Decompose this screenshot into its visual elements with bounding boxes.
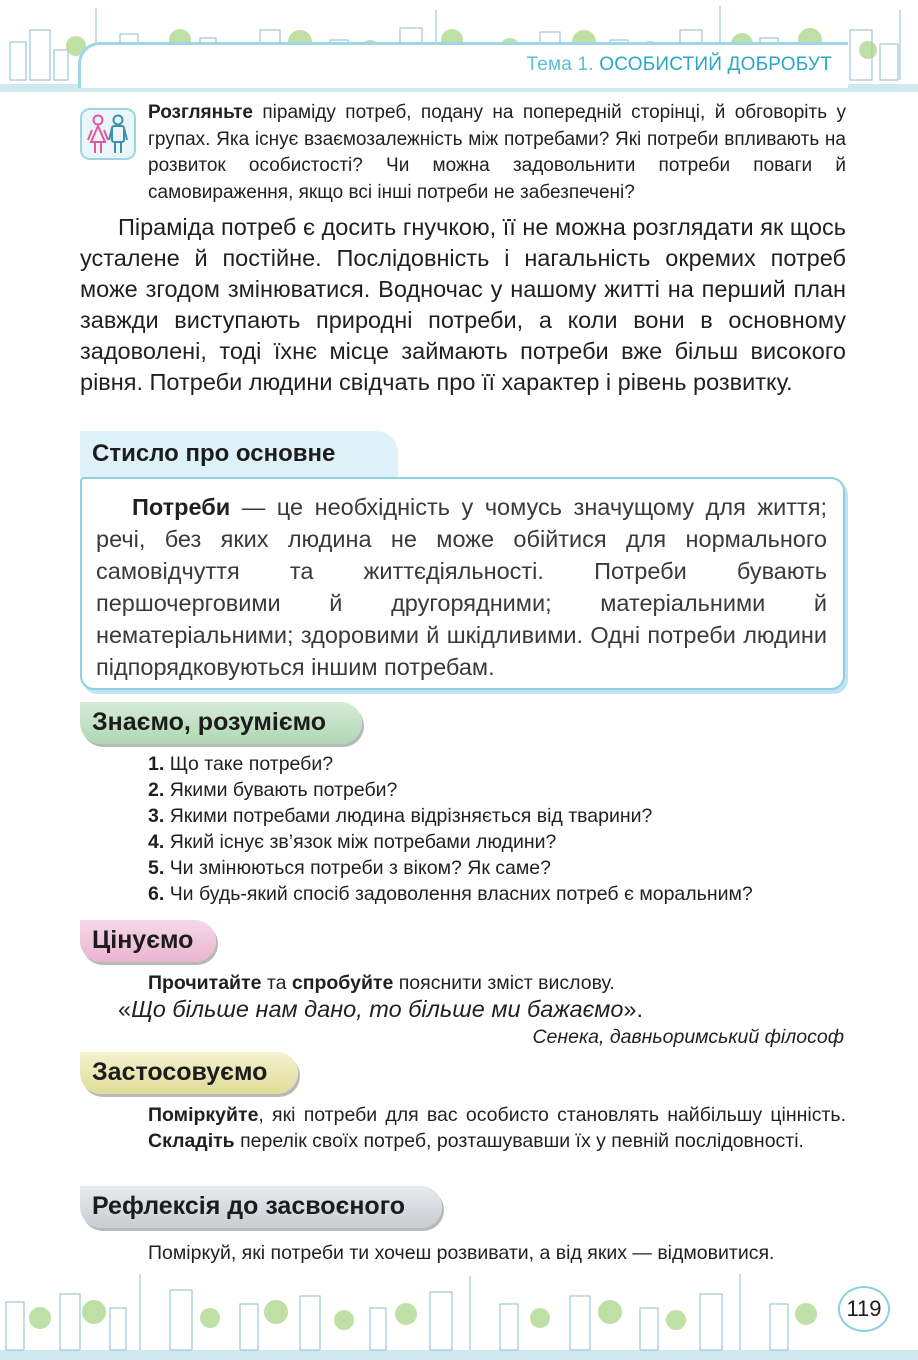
topic-title: ОСОБИСТИЙ ДОБРОБУТ [599,54,832,75]
question-number: 5. [148,857,165,879]
summary-tab: Стисло про основне [80,431,398,477]
quote-open: « [118,996,132,1022]
quote-author: Сенека, давньоримський філософ [532,1026,844,1048]
summary-box [80,477,845,690]
intro-bold-word: Розгляньте [148,102,253,123]
apply-text-2: перелік своїх потреб, розташувавши їх у певній послідовності. [234,1130,804,1152]
list-item [148,751,848,777]
list-item [148,803,848,829]
question-number: 4. [148,831,165,853]
list-item [148,881,848,907]
city-skyline-decoration-bottom [0,1268,918,1360]
question-number: 2. [148,779,165,801]
section-value-title: Цінуємо [80,920,216,962]
question-text: Який існує зв’язок між потребами людини? [169,831,557,853]
value-instruction [148,970,615,996]
main-paragraph: Піраміда потреб є досить гнучкою, її не можна розглядати як щось усталене й постійне. Послідовність і нагальність окремих потреб може згодом змінюватися. Водночас у нашому житті на перший план завжди виступають природні потреби, а коли вони в основному задоволені, тоді їхнє місце займають потреби вже більш високого рівня. Потреби людини свідчать про її характер і рівень розвитку. [80,214,846,395]
list-item [148,829,848,855]
value-mid: та [261,972,292,994]
quote [118,996,643,1023]
intro-body: піраміду потреб, подану на попередній сторінці, й обговоріть у групах. Яка існує взаємозалежність між потребами? Які потреби впливають на розвиток особистості? Чи можна задовольнити потреби поваги й самовираження, якщо всі інші потреби не забезпечені? [148,102,846,203]
question-number: 6. [148,883,165,905]
apply-bold-2: Складіть [148,1130,235,1152]
section-apply-title: Застосовуємо [80,1052,298,1094]
list-item [148,855,848,881]
question-text: Якими потребами людина відрізняється від тварини? [169,805,653,827]
value-bold-2: спробуйте [291,972,394,994]
question-text: Чи змінюються потреби з віком? Як саме? [169,857,551,879]
question-text: Чи будь-який спосіб задоволення власних потреб є моральним? [169,883,753,905]
quote-close: ». [623,996,644,1022]
apply-text-1: , які потреби для вас особисто становлять найбільшу цінність. [258,1104,846,1126]
page-header-title [527,54,832,76]
quote-text: Що більше нам дано, то більше ми бажаємо [131,996,624,1022]
list-item [148,777,848,803]
people-icon [80,108,136,160]
question-number: 3. [148,805,165,827]
section-know-title: Знаємо, розуміємо [80,702,362,744]
page-number: 119 [838,1286,890,1332]
section-reflection-title: Рефлексія до засвоєного [80,1186,442,1228]
apply-bold-1: Поміркуйте [148,1104,259,1126]
apply-text [148,1102,846,1154]
question-number: 1. [148,753,165,775]
value-rest: пояснити зміст вислову. [393,972,615,994]
reflection-text: Поміркуй, які потреби ти хочеш розвивати, а від яких — відмовитися. [148,1242,775,1264]
questions-list [148,751,848,907]
summary-definition: — це необхідність у чомусь значущому для життя; речі, без яких людина не може обійтися для нормального самовідчуття та життєдіяльності. Потреби бувають першочерговими й другорядними; матеріальними й нематеріальними; здоровими й шкідливими. Одні потреби людини підпорядковуються іншим потребам. [96,494,827,680]
question-text: Якими бувають потреби? [169,779,398,801]
question-text: Що таке потреби? [169,753,334,775]
value-bold-1: Прочитайте [148,972,262,994]
summary-term: Потреби [132,494,231,520]
topic-number: Тема 1. [526,54,594,75]
intro-discussion-text [148,100,846,206]
